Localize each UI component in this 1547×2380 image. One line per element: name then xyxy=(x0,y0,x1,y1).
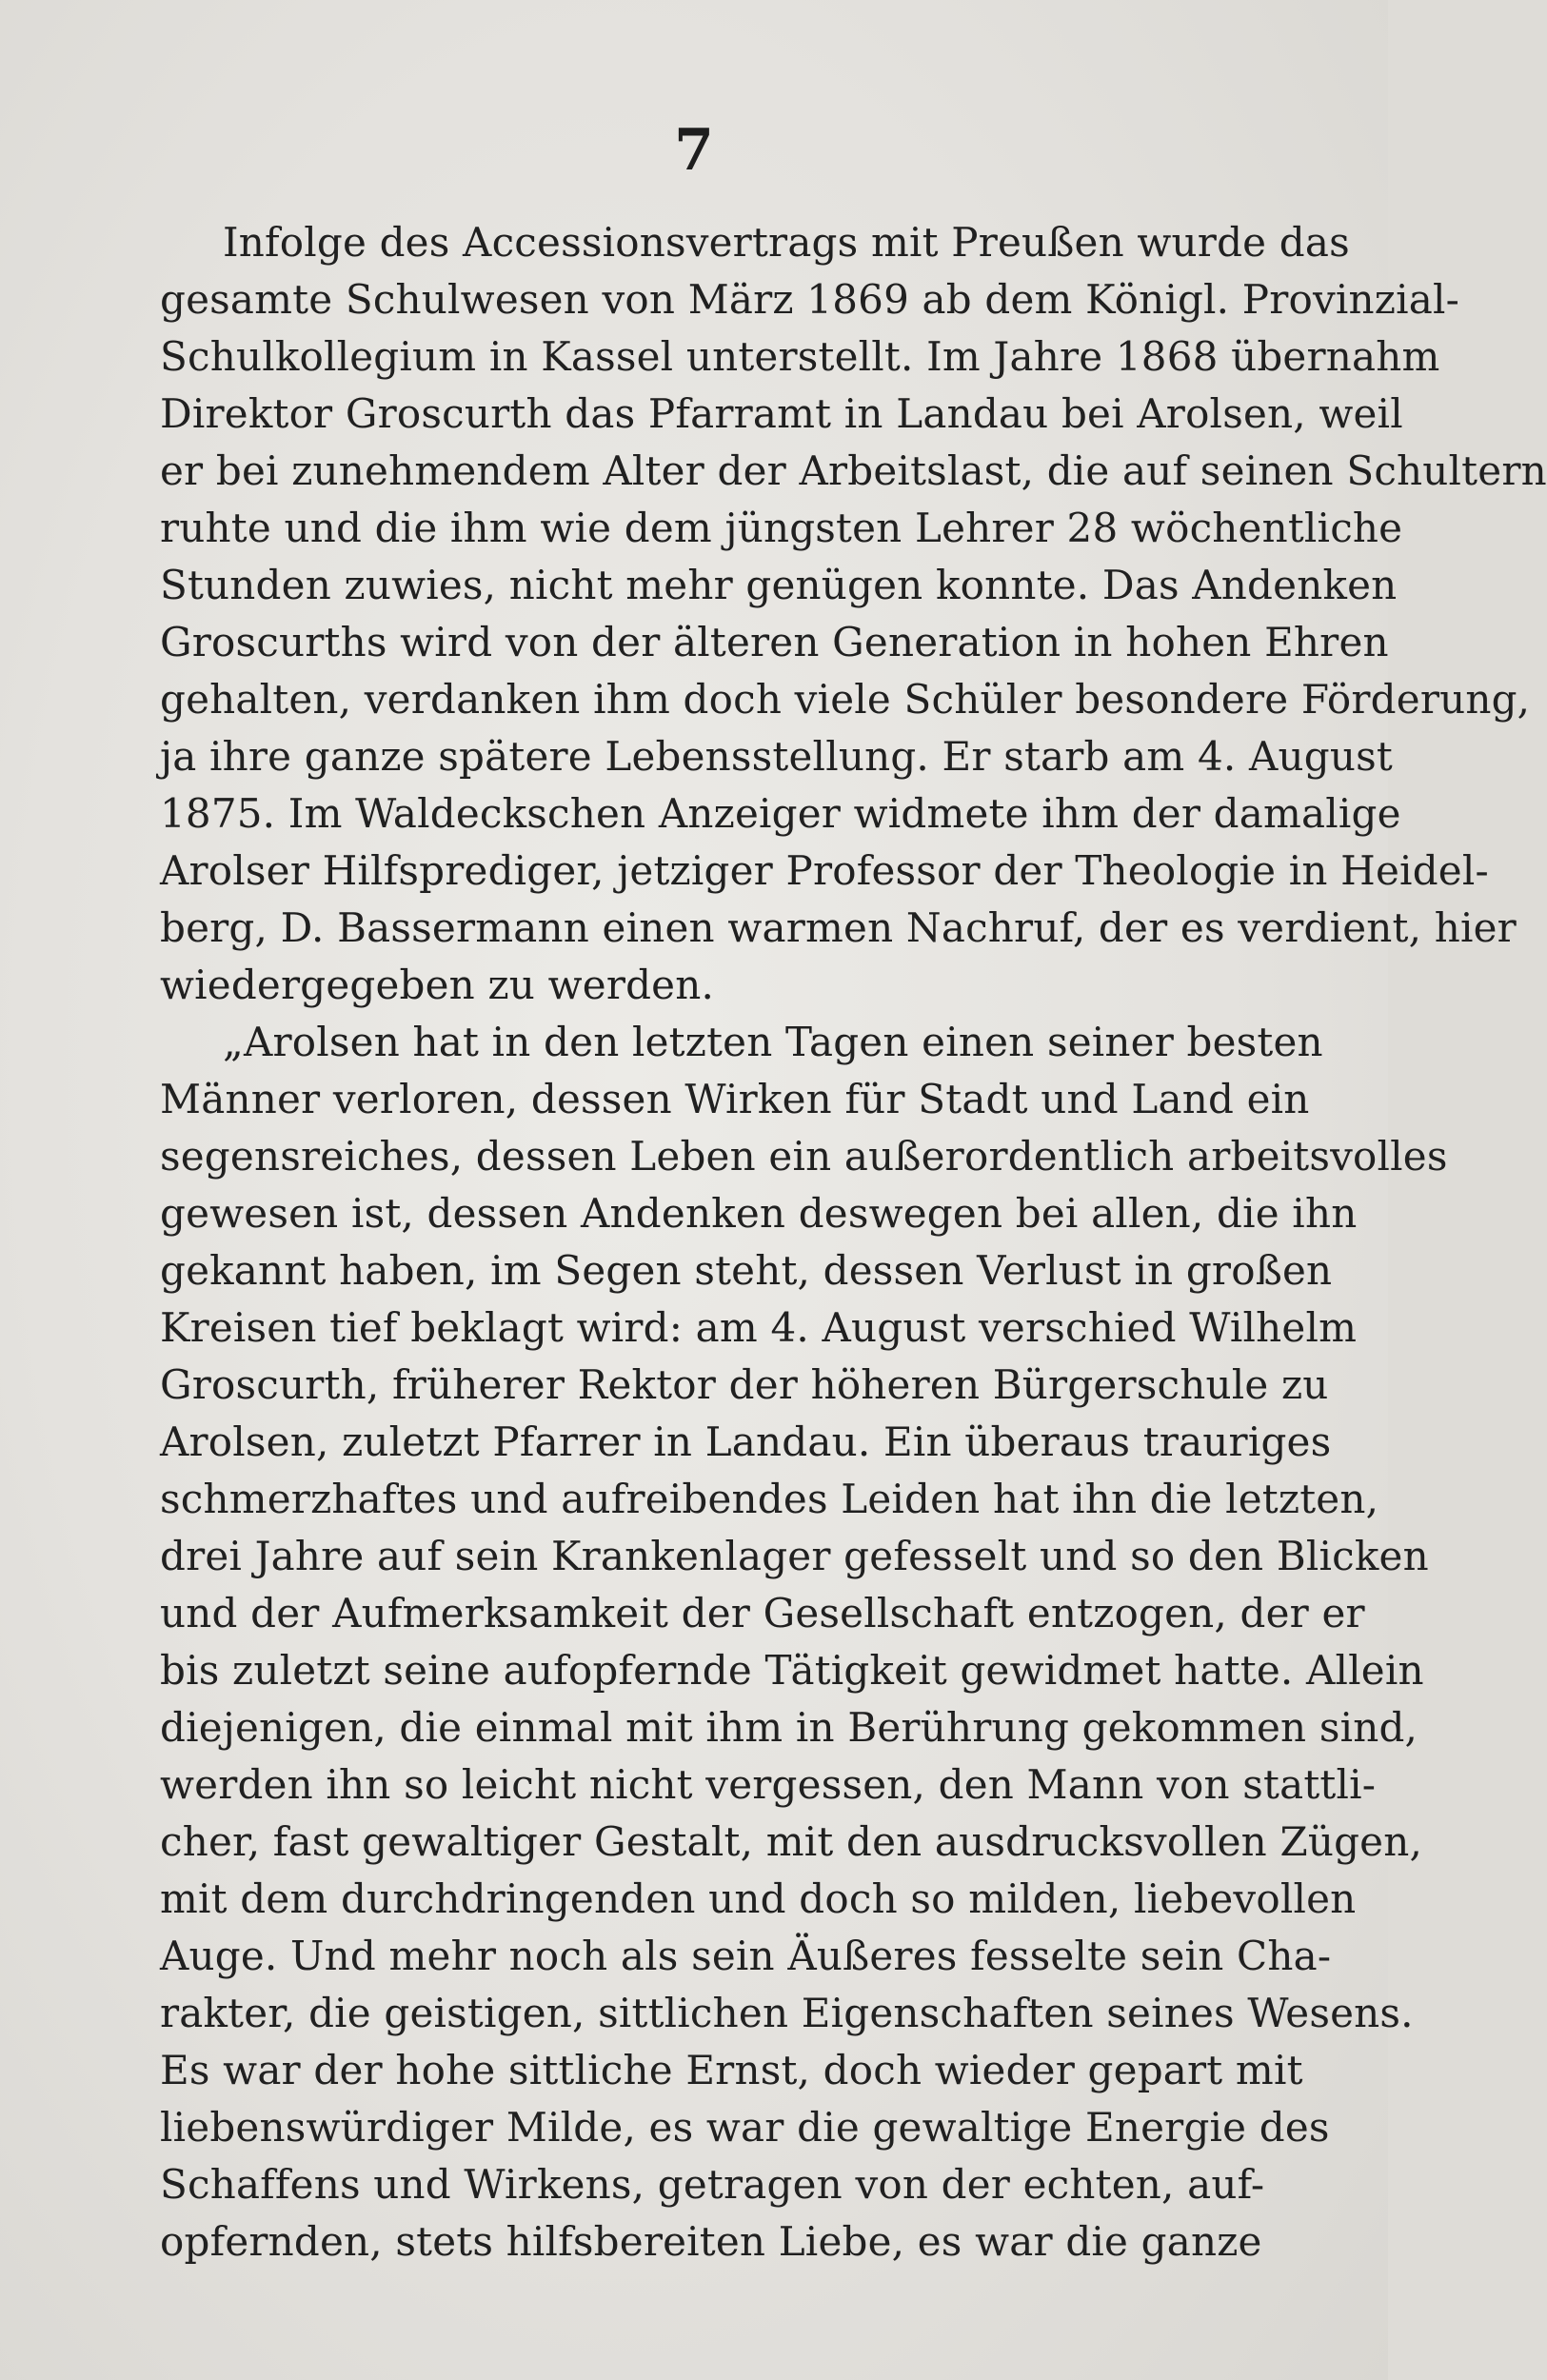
text-line: mit dem durchdringenden und doch so milden, liebevollen xyxy=(160,1875,1357,1922)
text-line: gehalten, verdanken ihm doch viele Schüler besondere Förderung, xyxy=(160,676,1531,723)
text-line: gewesen ist, dessen Andenken deswegen bei allen, die ihn xyxy=(160,1190,1358,1237)
text-line: berg, D. Bassermann einen warmen Nachruf, der es verdient, hier xyxy=(160,904,1517,951)
text-line: Direktor Groscurth das Pfarramt in Landau bei Arolsen, weil xyxy=(160,390,1403,437)
text-line: segensreiches, dessen Leben ein außerordentlich arbeitsvolles xyxy=(160,1133,1448,1180)
text-line: Arolser Hilfsprediger, jetziger Professor der Theologie in Heidel- xyxy=(160,847,1489,894)
text-line: Kreisen tief beklagt wird: am 4. August verschied Wilhelm xyxy=(160,1304,1358,1351)
text-line: werden ihn so leicht nicht vergessen, den Mann von stattli- xyxy=(160,1761,1377,1808)
text-line: opfernden, stets hilfsbereiten Liebe, es war die ganze xyxy=(160,2218,1262,2265)
text-line: drei Jahre auf sein Krankenlager gefesselt und so den Blicken xyxy=(160,1533,1429,1579)
text-line: rakter, die geistigen, sittlichen Eigenschaften seines Wesens. xyxy=(160,1990,1414,2036)
page-number: 7 xyxy=(674,117,714,184)
text-line: Groscurth, früherer Rektor der höheren Bürgerschule zu xyxy=(160,1361,1329,1408)
text-line: 1875. Im Waldeckschen Anzeiger widmete ihm der damalige xyxy=(160,790,1401,837)
body-text xyxy=(160,214,1547,2271)
text-line: Arolsen, zuletzt Pfarrer in Landau. Ein überaus trauriges xyxy=(160,1418,1332,1465)
text-line: Männer verloren, dessen Wirken für Stadt und Land ein xyxy=(160,1076,1310,1122)
text-line: liebenswürdiger Milde, es war die gewaltige Energie des xyxy=(160,2104,1330,2151)
text-line: cher, fast gewaltiger Gestalt, mit den ausdrucksvollen Zügen, xyxy=(160,1818,1423,1865)
text-line: wiedergegeben zu werden. xyxy=(160,962,715,1008)
text-line: Auge. Und mehr noch als sein Äußeres fesselte sein Cha- xyxy=(160,1933,1332,1979)
text-line: Infolge des Accessionsvertrags mit Preußen wurde das xyxy=(223,219,1350,266)
text-line: und der Aufmerksamkeit der Gesellschaft entzogen, der er xyxy=(160,1590,1365,1636)
text-line: er bei zunehmendem Alter der Arbeitslast, die auf seinen Schultern xyxy=(160,447,1547,494)
text-line: Es war der hohe sittliche Ernst, doch wieder gepart mit xyxy=(160,2047,1303,2093)
text-line: „Arolsen hat in den letzten Tagen einen seiner besten xyxy=(223,1019,1323,1065)
text-line: bis zuletzt seine aufopfernde Tätigkeit gewidmet hatte. Allein xyxy=(160,1647,1424,1694)
text-line: schmerzhaftes und aufreibendes Leiden hat ihn die letzten, xyxy=(160,1476,1379,1522)
text-line: gekannt haben, im Segen steht, dessen Verlust in großen xyxy=(160,1247,1333,1294)
text-line: Stunden zuwies, nicht mehr genügen konnte. Das Andenken xyxy=(160,562,1398,608)
text-line: gesamte Schulwesen von März 1869 ab dem Königl. Provinzial- xyxy=(160,276,1460,323)
text-line: ruhte und die ihm wie dem jüngsten Lehrer 28 wöchentliche xyxy=(160,505,1403,551)
text-line: Schaffens und Wirkens, getragen von der echten, auf- xyxy=(160,2161,1265,2208)
text-line: ja ihre ganze spätere Lebensstellung. Er starb am 4. August xyxy=(160,733,1393,780)
text-line: Groscurths wird von der älteren Generation in hohen Ehren xyxy=(160,619,1389,665)
text-line: diejenigen, die einmal mit ihm in Berührung gekommen sind, xyxy=(160,1704,1418,1751)
text-line: Schulkollegium in Kassel unterstellt. Im Jahre 1868 übernahm xyxy=(160,333,1440,380)
